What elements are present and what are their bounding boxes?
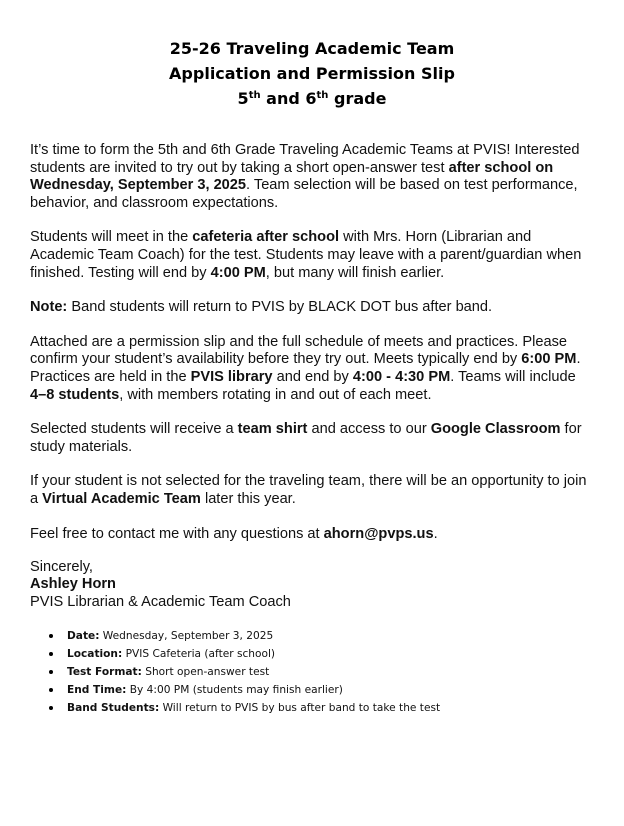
document-title <box>30 0 594 111</box>
letter-body <box>30 142 594 543</box>
paragraph-test-location: Students will meet in the cafeteria after school with Mrs. Horn (Librarian and Academic Team Coach) for the test. Students may leave with a parent/guardian when finished. Testing will end by 4:00 PM, but many will finish earlier. <box>30 229 582 281</box>
paragraph-intro: It’s time to form the 5th and 6th Grade Traveling Academic Teams at PVIS! Interested students are invited to try out by taking a short open-answer test after school on Wednesday, September 3, 2025. Team selection will be based on test performance, behavior, and classroom expectations. <box>30 142 580 211</box>
test-details-list <box>30 627 594 717</box>
title-line-1: 25-26 Traveling Academic Team <box>169 39 455 58</box>
signer-name: Ashley Horn <box>30 576 116 593</box>
signer-title: PVIS Librarian & Academic Team Coach <box>30 593 291 610</box>
paragraph-schedule: Attached are a permission slip and the full schedule of meets and practices. Please confirm your student’s availability before they try out. Meets typically end by 6:00 PM. Practices are held in the PVIS library and end by 4:00 - 4:30 PM. Teams will include 4–8 students, with members rotating in and out of each meet. <box>30 333 581 403</box>
paragraph-band-note: Note: Band students will return to PVIS by BLACK DOT bus after band. <box>30 299 493 316</box>
list-item: Band Students: Will return to PVIS by bus after band to take the test <box>46 699 594 717</box>
list-item: End Time: By 4:00 PM (students may finish earlier) <box>46 681 594 699</box>
list-item: Test Format: Short open-answer test <box>46 663 594 681</box>
paragraph-virtual-team: If your student is not selected for the traveling team, there will be an opportunity to join a Virtual Academic Team later this year. <box>30 473 587 507</box>
title-line-2: Application and Permission Slip <box>169 64 455 83</box>
list-item: Location: PVIS Cafeteria (after school) <box>46 645 594 663</box>
paragraph-benefits: Selected students will receive a team shirt and access to our Google Classroom for study materials. <box>30 421 582 455</box>
salutation: Sincerely, <box>30 559 93 576</box>
contact-email: ahorn@pvps.us <box>323 525 434 542</box>
list-item: Date: Wednesday, September 3, 2025 <box>46 627 594 645</box>
signature-block <box>30 559 594 611</box>
title-line-3: 5th and 6th grade <box>237 89 387 108</box>
paragraph-contact: Feel free to contact me with any questions at ahorn@pvps.us. <box>30 525 438 542</box>
